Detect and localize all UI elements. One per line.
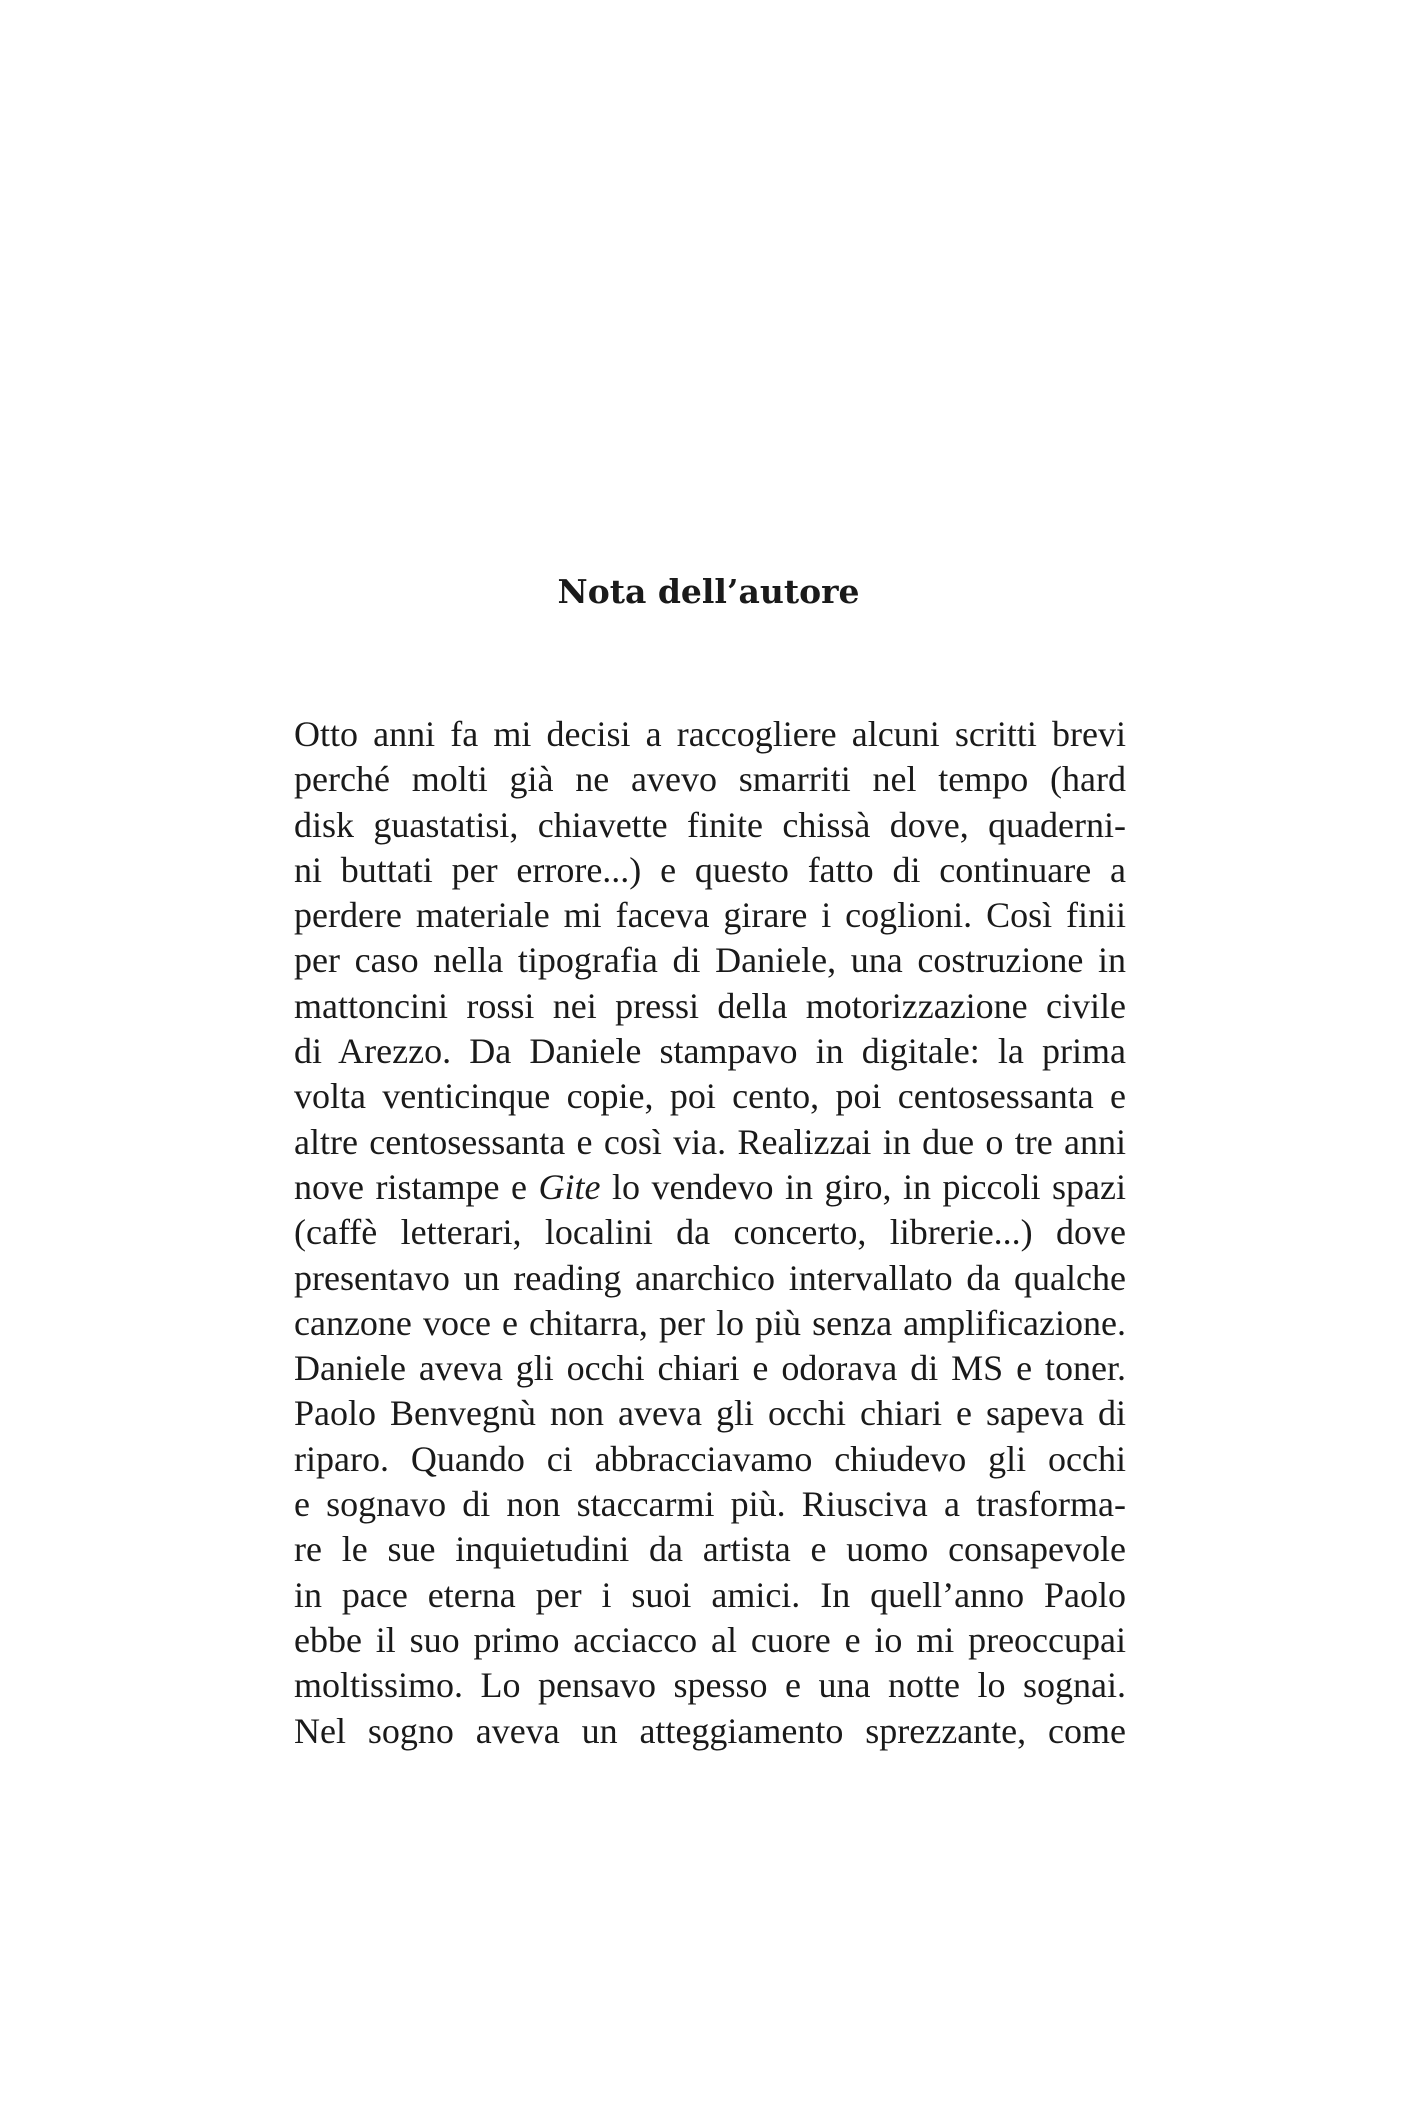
text-line: canzone voce e chitarra, per lo più senza amplificazione.	[294, 1302, 1126, 1343]
text-line: altre centosessanta e così via. Realizzai in due o tre anni	[294, 1121, 1126, 1162]
body-paragraph	[294, 712, 1126, 1754]
text-line: Paolo Benvegnù non aveva gli occhi chiari e sapeva di	[294, 1393, 1126, 1434]
text-line: moltissimo. Lo pensavo spesso e una notte lo sognai.	[294, 1665, 1126, 1706]
book-title-italic: Gite	[538, 1166, 601, 1207]
text-line: ni buttati per errore...) e questo fatto di continuare a	[294, 849, 1126, 890]
text-line: perdere materiale mi faceva girare i coglioni. Così finii	[294, 895, 1126, 936]
text-line: perché molti già ne avevo smarriti nel tempo (hard	[294, 759, 1126, 800]
text-line: mattoncini rossi nei pressi della motorizzazione civile	[294, 985, 1126, 1026]
text-line: Otto anni fa mi decisi a raccogliere alcuni scritti brevi	[294, 714, 1126, 754]
chapter-title: Nota dell’autore	[557, 572, 860, 611]
text-line: presentavo un reading anarchico intervallato da qualche	[294, 1257, 1126, 1298]
text-line: di Arezzo. Da Daniele stampavo in digitale: la prima	[294, 1031, 1126, 1072]
text-line: (caffè letterari, localini da concerto, librerie...) dove	[294, 1212, 1126, 1253]
text-segment: nove ristampe e	[294, 1166, 539, 1207]
text-line: Daniele aveva gli occhi chiari e odorava di MS e toner.	[294, 1348, 1126, 1389]
text-line: in pace eterna per i suoi amici. In quell’anno Paolo	[294, 1574, 1126, 1615]
text-line-with-italic	[294, 1165, 1126, 1210]
text-line: riparo. Quando ci abbracciavamo chiudevo gli occhi	[294, 1438, 1126, 1479]
text-segment: lo vendevo in giro, in piccoli spazi	[600, 1166, 1126, 1207]
text-line: disk guastatisi, chiavette finite chissà dove, quaderni-	[294, 804, 1126, 845]
text-line: e sognavo di non staccarmi più. Riusciva a trasforma-	[294, 1484, 1126, 1525]
text-line: ebbe il suo primo acciacco al cuore e io mi preoccupai	[294, 1619, 1126, 1660]
text-line: per caso nella tipografia di Daniele, una costruzione in	[294, 940, 1126, 981]
text-line: volta venticinque copie, poi cento, poi centosessanta e	[294, 1076, 1126, 1117]
text-line: Nel sogno aveva un atteggiamento sprezzante, come	[294, 1710, 1126, 1751]
text-line: re le sue inquietudini da artista e uomo consapevole	[294, 1529, 1126, 1570]
